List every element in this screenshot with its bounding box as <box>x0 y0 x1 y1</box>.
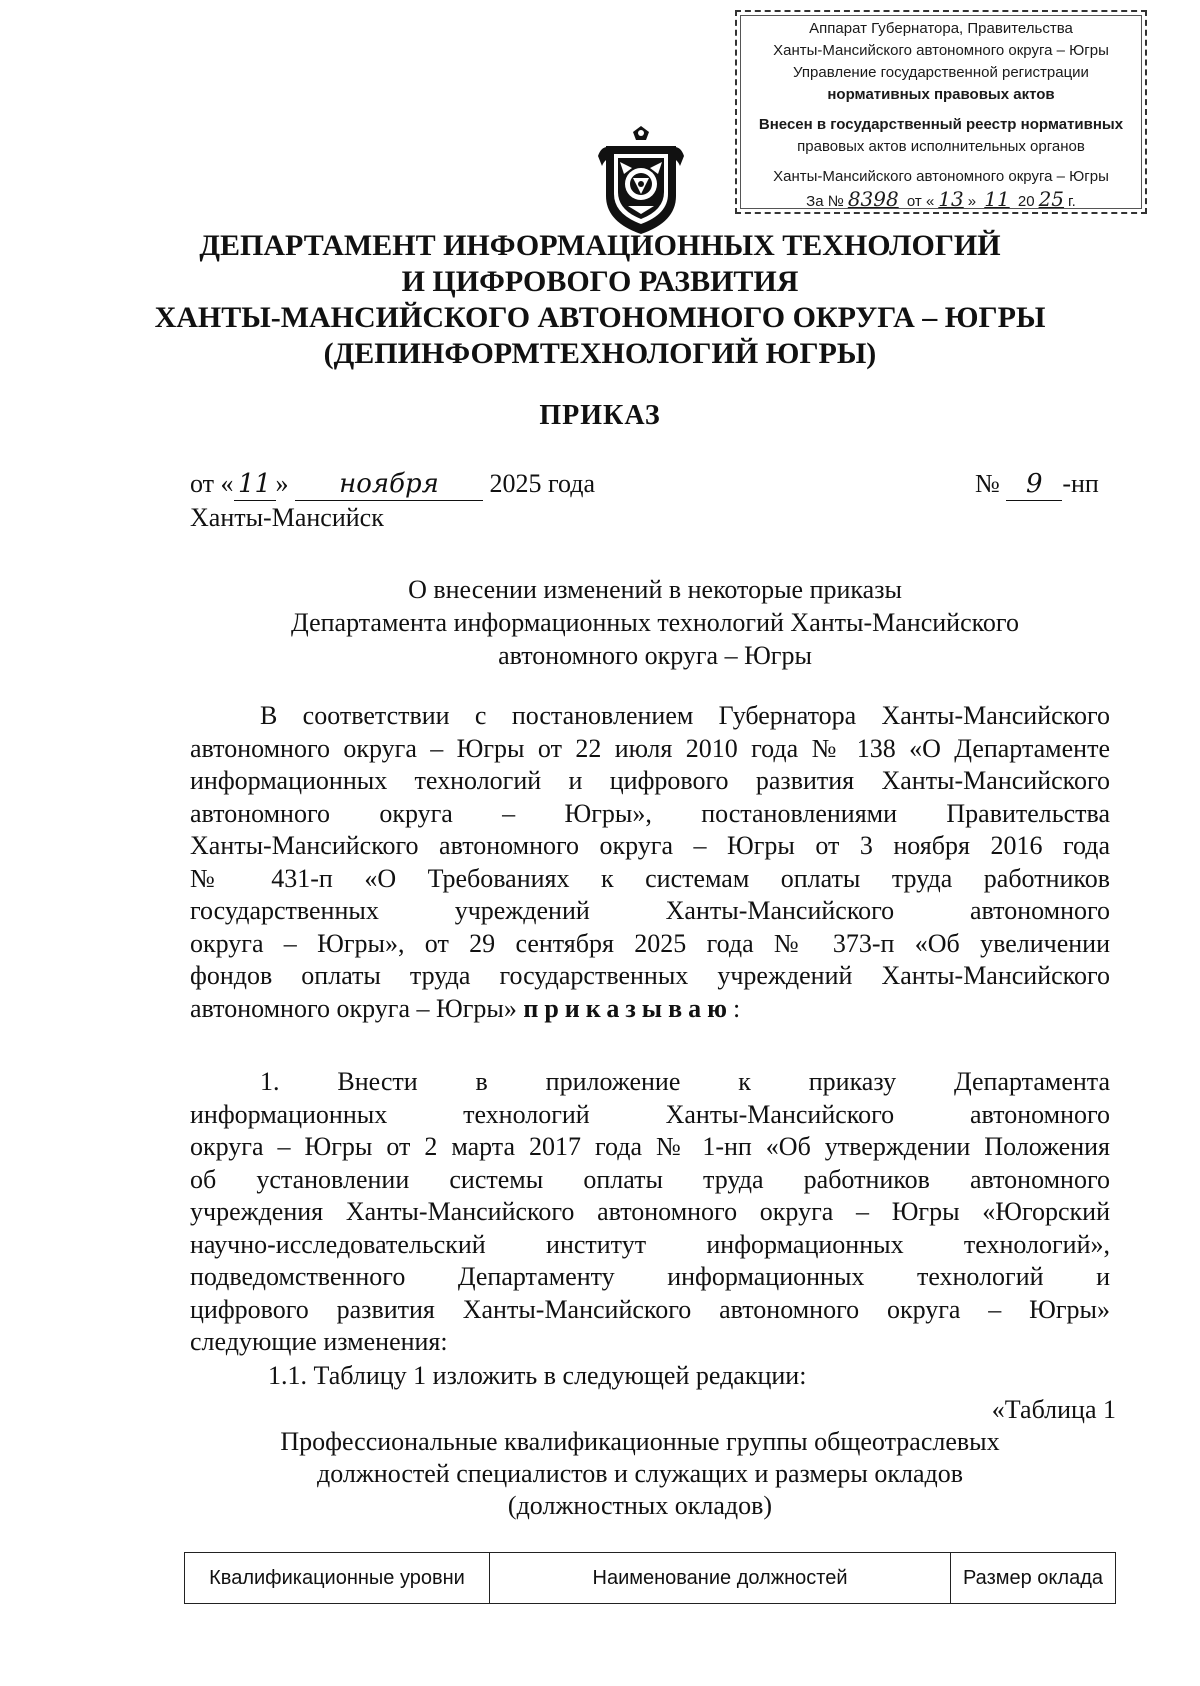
table-header-cell: Наименование должностей <box>490 1553 951 1604</box>
stamp-reg-year: 25 <box>1038 187 1065 211</box>
number-prefix: № <box>975 469 1000 498</box>
table-header-row <box>185 1553 1116 1604</box>
text-line: автономного округа – Югры» <box>190 993 517 1023</box>
table-caption <box>230 1426 1050 1522</box>
text-line: округа – Югры», от 29 сентября 2025 года № 373-п «Об увеличении <box>190 928 1110 958</box>
colon: : <box>733 993 741 1023</box>
text-line: информационных технологий Ханты-Мансийского автономного <box>190 1099 1110 1129</box>
order-subject <box>250 573 1060 672</box>
text-line: следующие изменения: <box>190 1327 448 1356</box>
text-line: 1. Внести в приложение к приказу Департамента <box>260 1067 1110 1096</box>
stamp-line: Ханты-Мансийского автономного округа – Югры <box>773 42 1109 59</box>
department-short-name: (ДЕПИНФОРМТЕХНОЛОГИЙ ЮГРЫ) <box>323 337 877 370</box>
text-line: В соответствии с постановлением Губернатора Ханты-Мансийского <box>260 701 1110 730</box>
stamp-reg-prefix: За № <box>806 193 844 210</box>
stamp-registration-line <box>737 188 1145 213</box>
table-header-cell: Квалификационные уровни <box>185 1553 490 1604</box>
preamble-paragraph <box>190 700 1110 1025</box>
stamp-reg-day: 13 <box>938 187 964 211</box>
document-type-title: ПРИКАЗ <box>539 400 661 431</box>
department-name-line: ХАНТЫ-МАНСИЙСКОГО АВТОНОМНОГО ОКРУГА – ЮГРЫ <box>154 301 1046 334</box>
registration-stamp <box>735 10 1147 214</box>
text-line: фондов оплаты труда государственных учреждений Ханты-Мансийского <box>190 961 1110 990</box>
date-day: 11 <box>234 468 276 501</box>
number-value: 9 <box>1006 468 1062 501</box>
stamp-line: нормативных правовых актов <box>827 86 1055 103</box>
subject-line: автономного округа – Югры <box>498 641 812 670</box>
text-line: научно-исследовательский институт информационных технологий», <box>190 1229 1110 1259</box>
text-line: автономного округа – Югры от 22 июля 2010 года № 138 «О Департаменте <box>190 733 1110 763</box>
department-name-line: И ЦИФРОВОГО РАЗВИТИЯ <box>401 265 799 298</box>
order-number <box>975 468 1099 501</box>
stamp-reg-suffix: г. <box>1068 193 1076 210</box>
department-name-line: ДЕПАРТАМЕНТ ИНФОРМАЦИОННЫХ ТЕХНОЛОГИЙ <box>199 229 1001 262</box>
stamp-line: Ханты-Мансийского автономного округа – Югры <box>773 168 1109 185</box>
stamp-reg-from: от « <box>906 193 935 210</box>
order-word: приказываю <box>523 993 734 1023</box>
stamp-reg-month: 11 <box>984 187 1010 211</box>
text-line: подведомственного Департаменту информационных технологий и <box>190 1262 1110 1291</box>
text-line: автономного округа – Югры», постановлениями Правительства <box>190 798 1110 828</box>
text-line-final <box>190 993 1110 1026</box>
text-line: об установлении системы оплаты труда работников автономного <box>190 1164 1110 1194</box>
item-1-1: 1.1. Таблицу 1 изложить в следующей редакции: <box>268 1361 807 1390</box>
coat-of-arms-emblem <box>588 126 694 236</box>
text-line: № 431-п «О Требованиях к системам оплаты труда работников <box>190 863 1110 893</box>
order-date <box>190 468 595 501</box>
stamp-line: правовых актов исполнительных органов <box>797 138 1085 155</box>
text-line: округа – Югры от 2 марта 2017 года № 1-нп «Об утверждении Положения <box>190 1132 1110 1161</box>
item-1-paragraph <box>190 1066 1110 1359</box>
table-header-cell: Размер оклада <box>951 1553 1116 1604</box>
date-month: ноября <box>295 468 483 501</box>
text-line: учреждения Ханты-Мансийского автономного округа – Югры «Югорский <box>190 1197 1110 1226</box>
table-caption-line: должностей специалистов и служащих и размеры окладов <box>316 1459 964 1488</box>
stamp-line: Аппарат Губернатора, Правительства <box>809 20 1073 37</box>
date-mid: » <box>275 469 289 498</box>
text-line: Ханты-Мансийского автономного округа – Югры от 3 ноября 2016 года <box>190 831 1110 860</box>
stamp-reg-year-prefix: 20 <box>1017 193 1035 210</box>
table-caption-line: (должностных окладов) <box>507 1491 773 1520</box>
number-suffix: -нп <box>1062 469 1099 498</box>
stamp-line: Управление государственной регистрации <box>793 64 1089 81</box>
table-caption-line: Профессиональные квалификационные группы общеотраслевых <box>280 1427 1000 1456</box>
stamp-reg-mid: » <box>967 193 977 210</box>
city: Ханты-Мансийск <box>190 503 384 532</box>
table-label: «Таблица 1 <box>991 1395 1116 1424</box>
text-line: информационных технологий и цифрового развития Ханты-Мансийского <box>190 766 1110 795</box>
salary-table <box>184 1552 1116 1604</box>
stamp-reg-number: 8398 <box>847 187 899 211</box>
text-line: цифрового развития Ханты-Мансийского автономного округа – Югры» <box>190 1294 1110 1324</box>
subject-line: Департамента информационных технологий Ханты-Мансийского <box>291 608 1019 637</box>
text-line: государственных учреждений Ханты-Мансийского автономного <box>190 896 1110 925</box>
stamp-line: Внесен в государственный реестр нормативных <box>758 116 1124 133</box>
date-prefix: от « <box>190 469 234 498</box>
date-year: 2025 года <box>489 469 596 498</box>
subject-line: О внесении изменений в некоторые приказы <box>408 575 902 604</box>
